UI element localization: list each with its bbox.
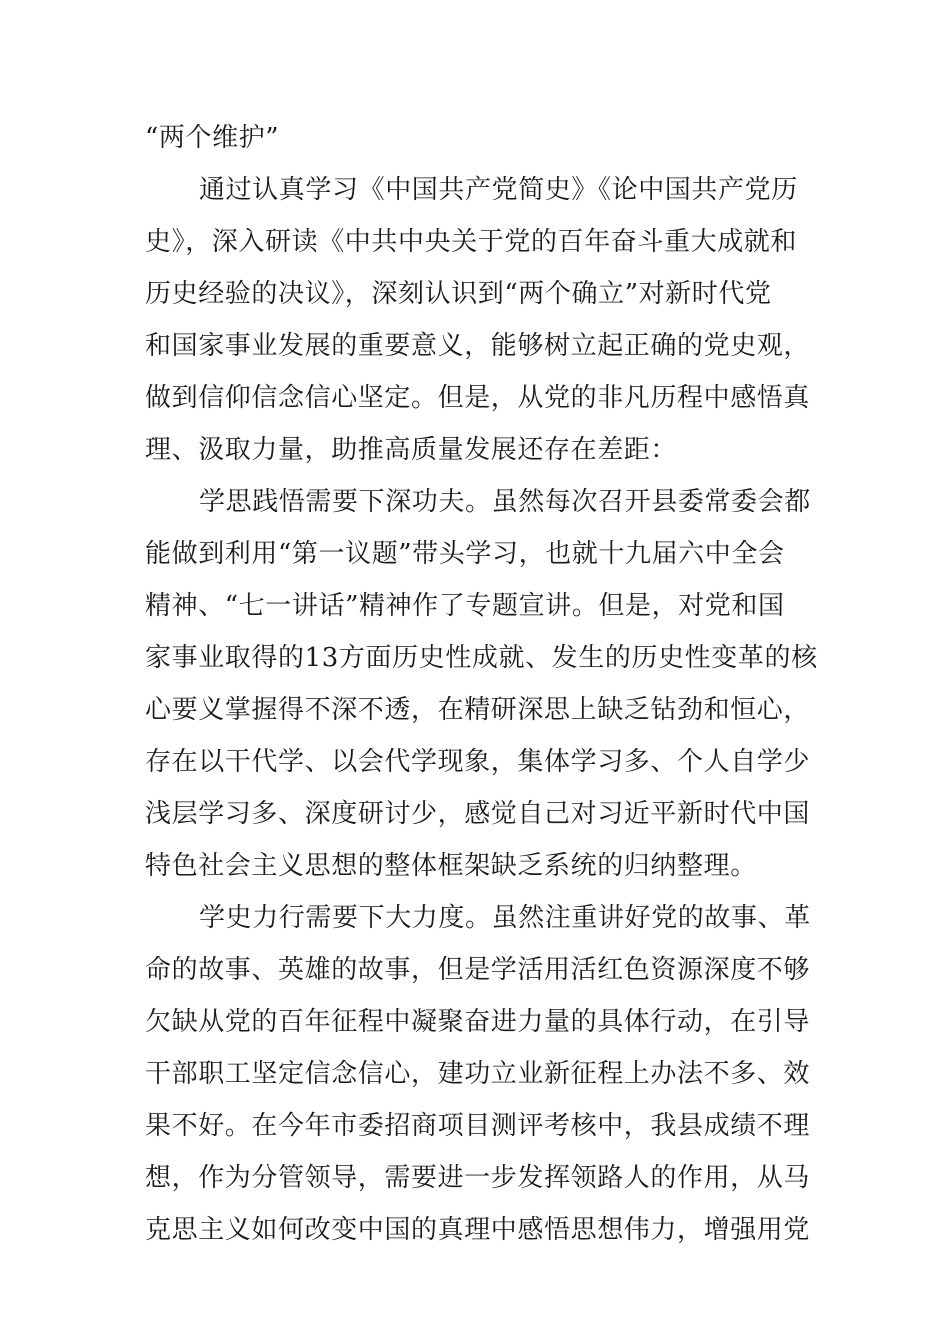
paragraph-1-line-3: 历史经验的决议》，深刻认识到“两个确立”对新时代党 (145, 279, 772, 309)
document-body (145, 112, 818, 1256)
paragraph-2-line-1: 学思践悟需要下深功夫。虽然每次召开县委常委会都 (199, 487, 811, 517)
paragraph-3-line-2: 命的故事、英雄的故事，但是学活用活红色资源深度不够 (145, 955, 811, 985)
paragraph-2-line-8: 特色社会主义思想的整体框架缺乏系统的归纳整理。 (145, 851, 757, 881)
paragraph-2-line-4: 家事业取得的13方面历史性成就、发生的历史性变革的核 (145, 643, 818, 673)
paragraph-2-line-6: 存在以干代学、以会代学现象，集体学习多、个人自学少 (145, 747, 811, 777)
paragraph-3-line-4: 干部职工坚定信念信心，建功立业新征程上办法不多、效 (145, 1059, 811, 1089)
paragraph-3-line-7: 克思主义如何改变中国的真理中感悟思想伟力，增强用党 (145, 1215, 811, 1245)
paragraph-3-line-3: 欠缺从党的百年征程中凝聚奋进力量的具体行动，在引导 (145, 1007, 811, 1037)
paragraph-2-line-3: 精神、“七一讲话”精神作了专题宣讲。但是，对党和国 (145, 591, 785, 621)
paragraph-2-line-7: 浅层学习多、深度研讨少，感觉自己对习近平新时代中国 (145, 799, 811, 829)
text-line-1: “两个维护” (145, 123, 280, 153)
paragraph-1-line-6: 理、汲取力量，助推高质量发展还存在差距： (145, 435, 678, 465)
paragraph-1-line-4: 和国家事业发展的重要意义，能够树立起正确的党史观， (145, 331, 811, 361)
paragraph-1-line-5: 做到信仰信念信心坚定。但是，从党的非凡历程中感悟真 (145, 383, 811, 413)
paragraph-3-line-6: 想，作为分管领导，需要进一步发挥领路人的作用，从马 (145, 1163, 811, 1193)
paragraph-1-line-1: 通过认真学习《中国共产党简史》《论中国共产党历 (199, 175, 798, 205)
paragraph-2-line-5: 心要义掌握得不深不透，在精研深思上缺乏钻劲和恒心， (145, 695, 811, 725)
paragraph-2-line-2: 能做到利用“第一议题”带头学习，也就十九届六中全会 (145, 539, 785, 569)
paragraph-1-line-2: 史》，深入研读《中共中央关于党的百年奋斗重大成就和 (145, 227, 798, 257)
paragraph-3-line-5: 果不好。在今年市委招商项目测评考核中，我县成绩不理 (145, 1111, 811, 1141)
paragraph-3-line-1: 学史力行需要下大力度。虽然注重讲好党的故事、革 (199, 903, 811, 933)
